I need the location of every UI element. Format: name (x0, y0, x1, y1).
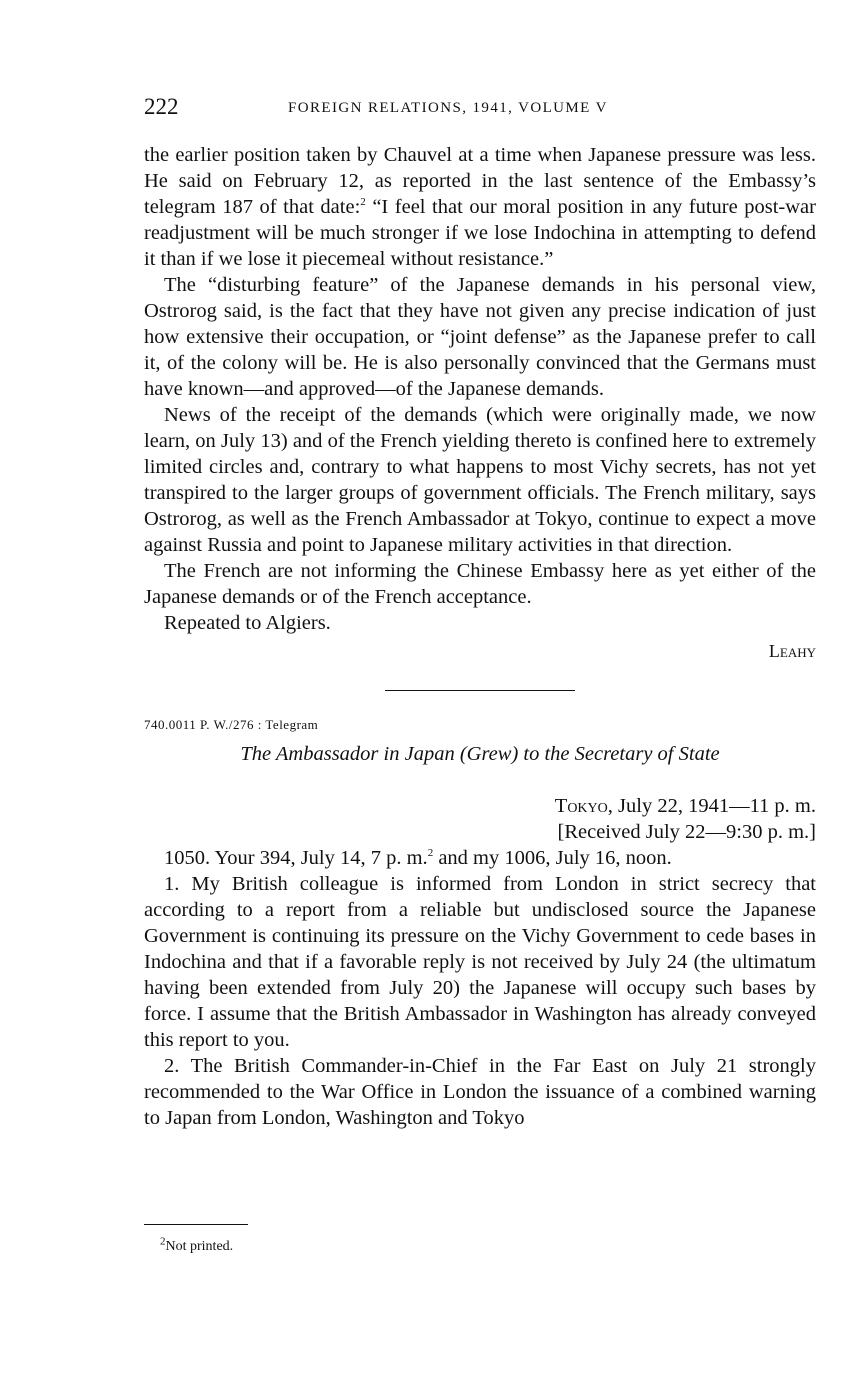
footnote-mark: 2 (160, 1235, 166, 1248)
running-head: FOREIGN RELATIONS, 1941, VOLUME V (288, 100, 608, 116)
footnote (160, 1235, 234, 1255)
dateline: Tokyo, July 22, 1941—11 p. m. (554, 795, 816, 817)
page-header (144, 94, 816, 126)
footnote-text: Not printed. (165, 1239, 234, 1254)
section-divider (385, 690, 575, 691)
received-line: [Received July 22—9:30 p. m.] (557, 821, 816, 843)
footnote-reference[interactable]: 2 (360, 196, 366, 209)
footnote-reference[interactable]: 2 (427, 847, 434, 860)
paragraph: the earlier position taken by Chauvel at a time when Japanese pressure was less. He said on February 12, as reported in the last sentence of the Embassy’s telegram 187 of that date:$^2$ “I feel that our moral position in any future post-war readjustment will be much stronger if we lose Indochina in attempting to defend it than if we lose it piecemeal without resistance.” (144, 144, 816, 270)
paragraph: News of the receipt of the demands (which were originally made, we now learn, on July 13) and of the French yielding thereto is confined here to extremely limited circles and, contrary to what happens to most Vichy secrets, has not yet transpired to the larger groups of government officials. The French military, says Ostrorog, as well as the French Ambassador at Tokyo, continue to expect a move against Russia and point to Japanese military activities in that direction. (144, 404, 816, 556)
paragraph: The French are not informing the Chinese Embassy here as yet either of the Japanese demands or of the French acceptance. (144, 560, 816, 608)
page-body (144, 142, 816, 1131)
paragraph: 2. The British Commander-in-Chief in the Far East on July 21 strongly recommended to the War Office in London the issuance of a combined warning to Japan from London, Washington and Tokyo (144, 1055, 816, 1129)
paragraph: 1. My British colleague is informed from London in strict secrecy that according to a report from a reliable but undisclosed source the Japanese Government is continuing its pressure on the Vichy Government to cede bases in Indochina and that if a favorable reply is not received by July 24 (the ultimatum having been extended from July 20) the Japanese will occupy such bases by force. I assume that the British Ambassador in Washington has already conveyed this report to you. (144, 873, 816, 1051)
page-number: 222 (144, 94, 179, 119)
file-number: 740.0011 P. W./276 : Telegram (144, 717, 319, 732)
document-title: The Ambassador in Japan (Grew) to the Secretary of State (240, 743, 720, 765)
dateline-place: Tokyo (554, 795, 608, 817)
signature: Leahy (768, 641, 816, 661)
paragraph: Repeated to Algiers. (164, 612, 331, 634)
paragraph: The “disturbing feature” of the Japanese demands in his personal view, Ostrorog said, is the fact that they have not given any precise indication of just how extensive their occupation, or “joint defense” as the Japanese prefer to call it, of the colony will be. He is also personally convinced that the Germans must have known—and approved—of the Japanese demands. (144, 274, 816, 400)
paragraph: 1050. Your 394, July 14, 7 p. m.$^2$ and my 1006, July 16, noon. (164, 847, 672, 869)
footnote-divider (144, 1224, 248, 1225)
